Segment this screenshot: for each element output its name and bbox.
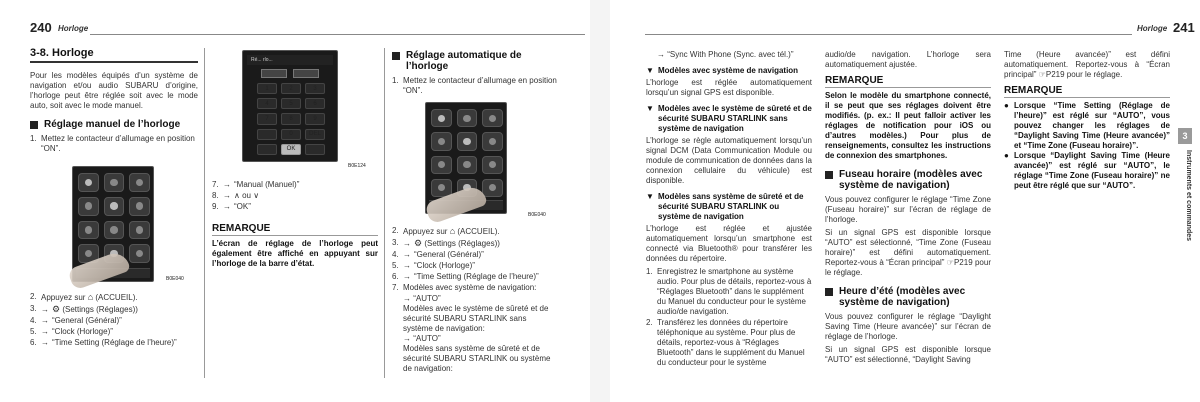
continued-text: Time (Heure avancée)” est défini automatiquement. Reportez-vous à “Écran principal” ☞P219 pour le réglage.: [1004, 50, 1170, 79]
app-tile: [78, 173, 99, 192]
keypad-key: 4: [257, 98, 277, 109]
column-4: [646, 50, 812, 369]
app-tile: [129, 197, 150, 216]
left-page-number: 240: [30, 20, 52, 35]
nav-models-text: L’horloge est réglée automatiquement lorsqu’un signal GPS est disponible.: [646, 78, 812, 97]
auto-clock-heading: Réglage automatique de l’horloge: [392, 50, 558, 72]
app-tile: [482, 109, 503, 127]
auto-step-4: 4. → “General (Général)”: [392, 250, 484, 259]
keypad-key: 6: [305, 98, 325, 109]
right-running-title: Horloge: [1137, 24, 1168, 33]
triangle-bullet-icon: ▼: [646, 104, 654, 113]
continued-text: audio/de navigation. L’horloge sera automatiquement ajustée.: [825, 50, 991, 69]
keypad-key: 0: [281, 129, 301, 140]
manual-step-7: 7. → “Manual (Manuel)”: [212, 180, 300, 189]
column-divider: [204, 48, 205, 378]
manual-step-3: 3. → ⚙ (Settings (Réglages)): [30, 304, 138, 314]
intro-paragraph: Pour les modèles équipés d’un système de navigation et/ou audio SUBARU d’origine, l’horloge peut être réglée soit avec le mode auto, soit avec le mode manuel.: [30, 71, 198, 110]
daylight-saving-text-2: Si un signal GPS est disponible lorsque “AUTO” est sélectionné, “Daylight Saving: [825, 345, 991, 364]
time-zone-text-1: Vous pouvez configurer le réglage “Time Zone (Fuseau horaire)” sur l’écran de réglage de l’horloge.: [825, 195, 991, 224]
app-tile: [104, 197, 125, 216]
keypad-grid: [257, 83, 325, 155]
remark-text: Selon le modèle du smartphone connecté, il se peut que ses réglages doivent être modifiés. (p. ex.: Il peut falloir activer les réglages de notification pour iOS ou d’autres modèles.) Pour plus de renseignements, consultez les instructions de connexion des smartphones.: [825, 91, 991, 160]
manual-clock-heading: Réglage manuel de l’horloge: [30, 119, 198, 130]
square-bullet-icon: [825, 171, 833, 179]
keypad-key: [257, 144, 277, 155]
bluetooth-step-1: 1. Enregistrez le smartphone au système audio. Pour plus de détails, reportez-vous à “Réglages Bluetooth” dans le supplément du Manuel du conducteur pour le système audio/de navigation.: [646, 267, 812, 316]
triangle-bullet-icon: ▼: [646, 66, 654, 75]
starlink-models-heading: ▼ Modèles avec le système de sûreté et de sécurité SUBARU STARLINK sans système de navigation: [646, 104, 812, 133]
manual-step-5: 5. → “Clock (Horloge)”: [30, 327, 113, 336]
keypad-ok-key: OK: [281, 144, 301, 155]
clock-keypad-screen-image: [242, 50, 338, 162]
page-gutter: [590, 0, 610, 402]
pm-toggle: [293, 69, 319, 78]
app-tile: [457, 109, 478, 127]
keypad-key: 8: [281, 113, 301, 124]
app-tile: [104, 221, 125, 240]
app-tile: [482, 132, 503, 150]
daylight-saving-text-1: Vous pouvez configurer le réglage “Daylight Saving Time (Heure avancée)” sur l’écran de réglage de l’horloge.: [825, 312, 991, 341]
home-icon: ⌂: [449, 226, 456, 236]
auto-step-5: 5. → “Clock (Horloge)”: [392, 261, 475, 270]
left-header-rule: [90, 34, 585, 35]
auto-step-7-line: Modèles sans système de sûreté et de sécurité SUBARU STARLINK ou système de navigation:: [403, 344, 551, 373]
home-icon: ⌂: [87, 292, 94, 302]
keypad-key: 5: [281, 98, 301, 109]
column-5: [825, 50, 991, 368]
keypad-key: 7: [257, 113, 277, 124]
image-code: B0E040: [528, 212, 546, 218]
time-zone-text-2: Si un signal GPS est disponible lorsque “AUTO” est sélectionné, “Time Zone (Fuseau horaire)” est défini automatiquement. Reportez-vous à “Écran principal” ☞P219 pour le réglage.: [825, 228, 991, 277]
app-grid: [431, 109, 503, 197]
app-tile: [78, 221, 99, 240]
left-page: [0, 0, 590, 402]
app-tile: [129, 221, 150, 240]
remark-heading: REMARQUE: [212, 224, 378, 236]
time-zone-heading: Fuseau horaire (modèles avec système de navigation): [825, 169, 991, 191]
bullet-dot-icon: ●: [1004, 101, 1009, 110]
column-3-steps: [392, 226, 558, 374]
keypad-key: 1: [257, 83, 277, 94]
square-bullet-icon: [392, 52, 400, 60]
column-6: [1004, 50, 1170, 191]
app-tile: [104, 173, 125, 192]
no-starlink-text: L’horloge est réglée et ajustée automatiquement lorsqu’un smartphone est connecté via Bluetooth® pour transférer les données du répertoire.: [646, 224, 812, 263]
manual-step-9: 9. → “OK”: [212, 202, 251, 211]
image-code: B0E124: [348, 163, 366, 169]
column-2: [212, 180, 378, 269]
app-tile: [431, 109, 452, 127]
column-divider: [384, 48, 385, 378]
auto-step-6: 6. → “Time Setting (Réglage de l’heure)”: [392, 272, 539, 281]
right-page-header: [645, 18, 1200, 40]
keypad-key: [257, 129, 277, 140]
app-tile: [431, 132, 452, 150]
square-bullet-icon: [30, 121, 38, 129]
app-tile: [78, 197, 99, 216]
remark-bullet: ● Lorsque “Time Setting (Réglage de l’heure)” est réglé sur “AUTO”, vous pouvez changer les réglages de “Daylight Saving Time (Heure avancée)” et “Time Zone (Fuseau horaire)”.: [1004, 101, 1170, 150]
home-screen-image: [425, 102, 507, 214]
keypad-key: 2: [281, 83, 301, 94]
app-tile: [457, 132, 478, 150]
manual-step-8: 8. → ∧ ou ∨: [212, 191, 260, 200]
section-title: 3-8. Horloge: [30, 48, 198, 63]
keypad-key: DEL: [305, 129, 325, 140]
remark-heading: REMARQUE: [825, 76, 991, 88]
sync-with-phone-line: → “Sync With Phone (Sync. avec tél.)”: [657, 50, 794, 59]
triangle-bullet-icon: ▼: [646, 192, 654, 201]
app-tile: [129, 244, 150, 263]
nav-models-heading: ▼ Modèles avec système de navigation: [646, 66, 799, 75]
bullet-dot-icon: ●: [1004, 151, 1009, 160]
manual-step-4: 4. → “General (Général)”: [30, 316, 122, 325]
settings-icon: ⚙: [52, 304, 61, 314]
right-header-rule: [645, 34, 1132, 35]
auto-step-1: 1. Mettez le contacteur d’allumage en position “ON”.: [392, 76, 557, 95]
starlink-models-text: L’horloge se règle automatiquement lorsqu’un signal DCM (Data Communication Module ou module de communication de données dans la connexion cellulaire du véhicule) est disponible.: [646, 136, 812, 185]
left-page-header: [30, 18, 585, 40]
chapter-label: Instruments et commandes: [1185, 150, 1192, 242]
keypad-key: 9: [305, 113, 325, 124]
keypad-key: 3: [305, 83, 325, 94]
home-screen-image: [72, 166, 154, 282]
manual-step-6: 6. → “Time Setting (Réglage de l’heure)”: [30, 338, 177, 347]
app-tile: [457, 156, 478, 174]
square-bullet-icon: [825, 288, 833, 296]
am-toggle: [261, 69, 287, 78]
auto-step-3: 3. → ⚙ (Settings (Réglages)): [392, 238, 500, 248]
auto-step-7: 7. Modèles avec système de navigation:: [392, 283, 537, 292]
keypad-screen-title: Ré... rlo...: [247, 55, 333, 65]
auto-step-7-line: → “AUTO”: [403, 294, 441, 303]
remark-heading: REMARQUE: [1004, 86, 1170, 98]
column-1: [30, 48, 198, 155]
manual-step-2: 2. Appuyez sur ⌂ (ACCUEIL).: [30, 292, 138, 302]
auto-step-7-line: Modèles avec le système de sûreté et de sécurité SUBARU STARLINK sans système de navigation:: [403, 304, 549, 333]
keypad-key: [305, 144, 325, 155]
image-code: B0E040: [166, 276, 184, 282]
no-starlink-heading: ▼ Modèles sans système de sûreté et de sécurité SUBARU STARLINK ou système de navigation: [646, 192, 804, 221]
manual-step-1: 1. Mettez le contacteur d’allumage en position “ON”.: [30, 134, 195, 153]
column-1-steps: [30, 292, 198, 349]
remark-text: L’écran de réglage de l’horloge peut également être affiché en appuyant sur l’horloge de la barre d’état.: [212, 239, 378, 268]
bluetooth-step-2: 2. Transférez les données du répertoire téléphonique au système. Pour plus de détails, reportez-vous à “Réglages Bluetooth” dans le supplément du Manuel du conducteur pour le système: [646, 318, 805, 367]
left-running-title: Horloge: [58, 24, 89, 33]
column-3: [392, 50, 558, 97]
app-tile: [129, 173, 150, 192]
app-tile: [431, 156, 452, 174]
auto-step-2: 2. Appuyez sur ⌂ (ACCUEIL).: [392, 226, 500, 236]
right-page-number: 241: [1173, 20, 1195, 35]
settings-icon: ⚙: [414, 238, 423, 248]
daylight-saving-heading: Heure d’été (modèles avec système de navigation): [825, 286, 991, 308]
auto-step-7-line: → “AUTO”: [403, 334, 441, 343]
chapter-tab: 3: [1178, 128, 1192, 144]
app-tile: [482, 179, 503, 197]
app-tile: [482, 156, 503, 174]
remark-bullet: ● Lorsque “Daylight Saving Time (Heure avancée)” est réglé sur “AUTO”, le réglage “Time Zone (Fuseau horaire)” ne peut être réglé que sur “AUTO”.: [1004, 151, 1170, 190]
app-grid: [78, 173, 150, 263]
